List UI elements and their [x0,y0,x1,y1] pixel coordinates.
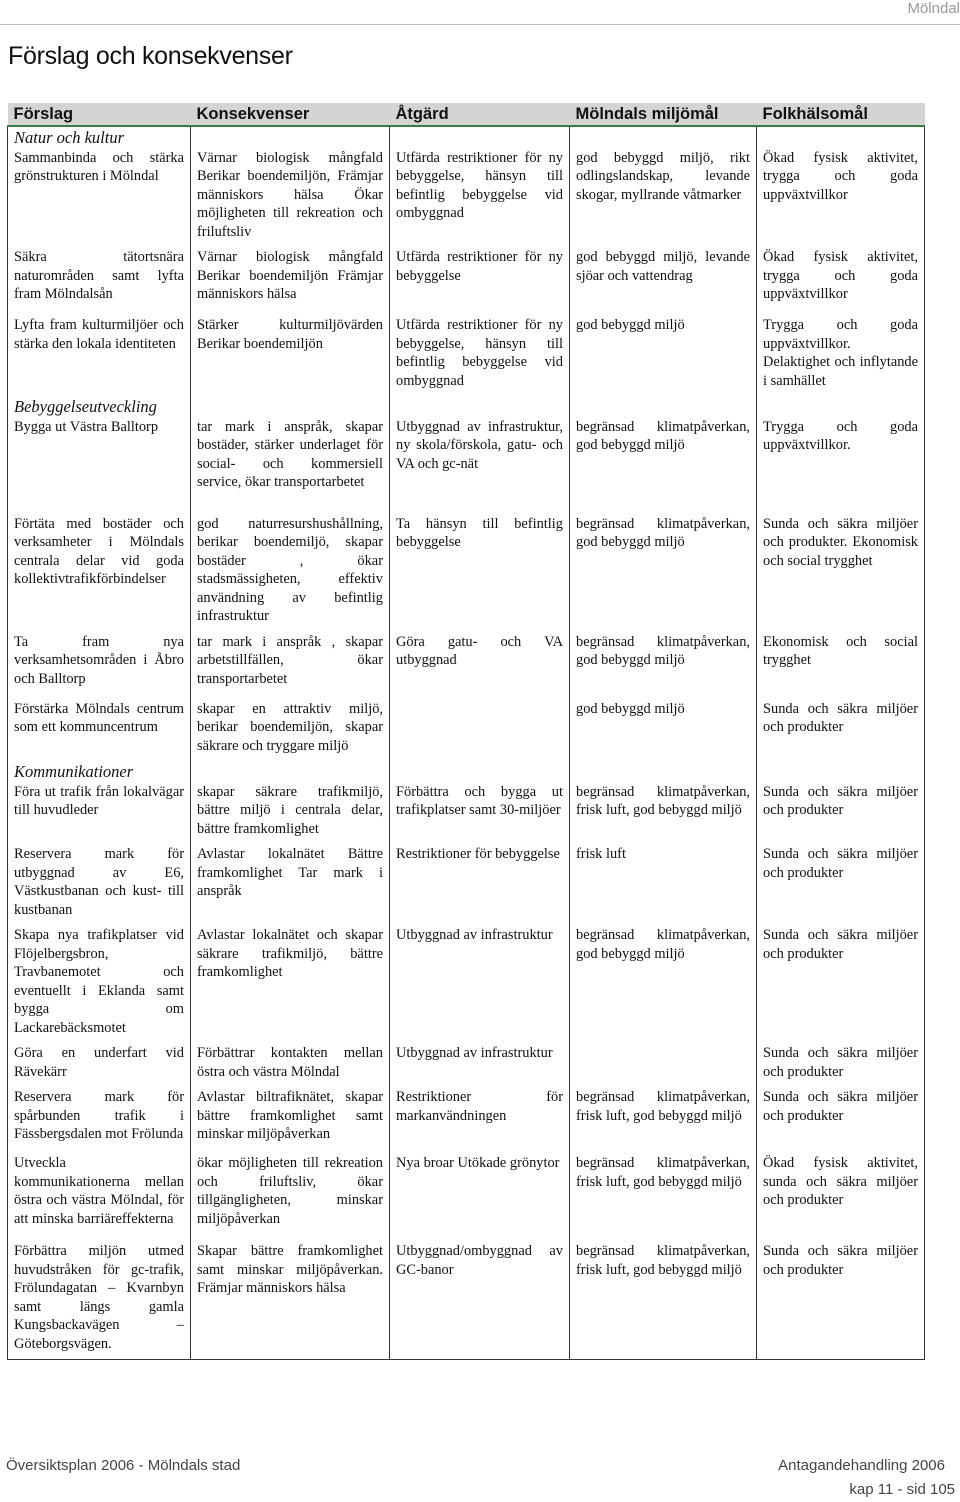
table-row [8,247,925,315]
table-row [8,1241,925,1360]
table-cell: Restriktioner för markanvändningen [390,1087,570,1153]
section-row [8,761,925,782]
table-cell: Sunda och säkra miljöer och produkter [757,1043,925,1087]
table-cell: Trygga och goda uppväxtvillkor. [757,417,925,514]
table-cell: Sunda och säkra miljöer och produkter [757,1087,925,1153]
table-cell: Ta fram nya verksamhetsområden i Åbro och Balltorp [8,632,191,699]
table-row [8,1087,925,1153]
table-cell: Utbyggnad av infrastruktur, ny skola/förskola, gatu- och VA och gc-nät [390,417,570,514]
column-header: Åtgärd [390,103,570,126]
table-cell: skapar säkrare trafikmiljö, bättre miljö i centrala delar, bättre framkomlighet [191,782,390,845]
table-cell: ökar möjligheten till rekreation och friluftsliv, ökar tillgängligheten, minskar miljöpåverkan [191,1153,390,1241]
section-spacer [570,396,757,417]
table-cell: Förbättra och bygga ut trafikplatser samt 30-miljöer [390,782,570,845]
page-title: Förslag och konsekvenser [8,42,293,70]
table-cell: begränsad klimatpåverkan, frisk luft, god bebyggd miljö [570,1241,757,1360]
table-cell: frisk luft [570,844,757,925]
section-title: Kommunikationer [8,761,191,782]
table-cell: Värnar biologisk mångfald Berikar boendemiljön Främjar människors hälsa [191,247,390,315]
table-cell: Ökad fysisk aktivitet, sunda och säkra miljöer och produkter [757,1153,925,1241]
table-cell: Ekonomisk och social trygghet [757,632,925,699]
section-spacer [191,761,390,782]
table-cell: begränsad klimatpåverkan, frisk luft, god bebyggd miljö [570,1087,757,1153]
table-cell: Förbättra miljön utmed huvudstråken för gc-trafik, Frölundagatan – Kvarnbyn samt längs gamla Kungsbackavägen – Göteborgsvägen. [8,1241,191,1360]
footer-right: Antagandehandling 2006 [778,1457,945,1474]
table-row [8,514,925,632]
table-cell: god bebyggd miljö, rikt odlingslandskap, levande skogar, myllrande våtmarker [570,148,757,248]
table-row [8,1043,925,1087]
table-cell: Sunda och säkra miljöer och produkter. Ekonomisk och social trygghet [757,514,925,632]
table-cell: Utbyggnad av infrastruktur [390,1043,570,1087]
table-cell: Föra ut trafik från lokalvägar till huvudleder [8,782,191,845]
table-cell: begränsad klimatpåverkan, god bebyggd miljö [570,514,757,632]
table-cell: skapar en attraktiv miljö, berikar boendemiljön, skapar säkrare och tryggare miljö [191,699,390,762]
section-spacer [390,761,570,782]
table-cell: begränsad klimatpåverkan, frisk luft, god bebyggd miljö [570,1153,757,1241]
proposal-table-wrap [7,103,924,1360]
table-cell: Reservera mark för spårbunden trafik i Fässbergsdalen mot Frölunda [8,1087,191,1153]
table-cell: Avlastar lokalnätet Bättre framkomlighet Tar mark i anspråk [191,844,390,925]
table-cell: Reservera mark för utbyggnad av E6, Västkustbanan och kust- till kustbanan [8,844,191,925]
table-cell: Sammanbinda och stärka grönstrukturen i Mölndal [8,148,191,248]
table-cell: Restriktioner för bebyggelse [390,844,570,925]
table-cell: Utfärda restriktioner för ny bebyggelse [390,247,570,315]
table-cell: Ökad fysisk aktivitet, trygga och goda uppväxtvillkor [757,148,925,248]
table-cell: tar mark i anspråk , skapar arbetstillfällen, ökar transportarbetet [191,632,390,699]
section-title: Natur och kultur [8,126,191,148]
page-number: kap 11 - sid 105 [849,1481,955,1498]
table-cell: Sunda och säkra miljöer och produkter [757,1241,925,1360]
table-cell: Avlastar lokalnätet och skapar säkrare trafikmiljö, bättre framkomlighet [191,925,390,1043]
table-row [8,782,925,845]
section-spacer [757,396,925,417]
section-spacer [757,126,925,148]
table-cell: Förtäta med bostäder och verksamheter i Mölndals centrala delar vid goda kollektivtrafikförbindelser [8,514,191,632]
column-header: Mölndals miljömål [570,103,757,126]
table-cell: Lyfta fram kulturmiljöer och stärka den lokala identiteten [8,315,191,396]
table-cell: Utbyggnad/ombyggnad av GC-banor [390,1241,570,1360]
footer-left: Översiktsplan 2006 - Mölndals stad [6,1457,241,1474]
table-cell: Nya broar Utökade grönytor [390,1153,570,1241]
table-cell: Skapar bättre framkomlighet samt minskar miljöpåverkan. Främjar människors hälsa [191,1241,390,1360]
table-cell: Stärker kulturmiljövärden Berikar boendemiljön [191,315,390,396]
table-cell: Skapa nya trafikplatser vid Flöjelbergsbron, Travbanemotet och eventuellt i Eklanda samt bygga om Lackarebäcksmotet [8,925,191,1043]
table-cell: Ta hänsyn till befintlig bebyggelse [390,514,570,632]
table-cell: Bygga ut Västra Balltorp [8,417,191,514]
table-cell: Utfärda restriktioner för ny bebyggelse, hänsyn till befintlig bebyggelse vid ombyggnad [390,315,570,396]
table-cell [390,699,570,762]
header-rule [0,24,960,25]
column-header: Konsekvenser [191,103,390,126]
section-row [8,396,925,417]
table-cell: god bebyggd miljö [570,699,757,762]
table-cell: begränsad klimatpåverkan, god bebyggd miljö [570,925,757,1043]
table-cell: Avlastar biltrafiknätet, skapar bättre framkomlighet samt minskar miljöpåverkan [191,1087,390,1153]
table-row [8,699,925,762]
table-row [8,417,925,514]
table-row [8,1153,925,1241]
section-spacer [757,761,925,782]
table-cell: god bebyggd miljö, levande sjöar och vattendrag [570,247,757,315]
table-cell: Sunda och säkra miljöer och produkter [757,925,925,1043]
table-cell: begränsad klimatpåverkan, god bebyggd miljö [570,417,757,514]
table-cell: Utveckla kommunikationerna mellan östra och västra Mölndal, för att minska barriäreffekterna [8,1153,191,1241]
table-cell: begränsad klimatpåverkan, god bebyggd miljö [570,632,757,699]
section-spacer [191,396,390,417]
table-cell: begränsad klimatpåverkan, frisk luft, god bebyggd miljö [570,782,757,845]
section-spacer [191,126,390,148]
section-spacer [570,126,757,148]
table-cell: Sunda och säkra miljöer och produkter [757,699,925,762]
table-cell: Sunda och säkra miljöer och produkter [757,782,925,845]
proposal-table [7,103,925,1360]
table-cell [570,1043,757,1087]
table-cell: Utbyggnad av infrastruktur [390,925,570,1043]
table-cell: Värnar biologisk mångfald Berikar boendemiljön, Främjar människors hälsa Ökar möjligheten till rekreation och friluftsliv [191,148,390,248]
section-title: Bebyggelseutveckling [8,396,191,417]
table-cell: Ökad fysisk aktivitet, trygga och goda uppväxtvillkor [757,247,925,315]
column-header: Förslag [8,103,191,126]
table-row [8,315,925,396]
table-cell: Sunda och säkra miljöer och produkter [757,844,925,925]
column-header: Folkhälsomål [757,103,925,126]
table-cell: Trygga och goda uppväxtvillkor. Delaktighet och inflytande i samhället [757,315,925,396]
section-spacer [570,761,757,782]
section-spacer [390,396,570,417]
table-cell: Säkra tätortsnära naturområden samt lyfta fram Mölndalsån [8,247,191,315]
table-row [8,632,925,699]
table-cell: Utfärda restriktioner för ny bebyggelse, hänsyn till befintlig bebyggelse vid ombyggnad [390,148,570,248]
table-cell: tar mark i anspråk, skapar bostäder, stärker underlaget för social- och kommersiell service, ökar transportarbetet [191,417,390,514]
section-spacer [390,126,570,148]
table-row [8,925,925,1043]
table-cell: god naturresurshushållning, berikar boendemiljö, skapar bostäder , ökar stadsmässigheten, effektiv användning av befintlig infrastruktur [191,514,390,632]
table-cell: Göra en underfart vid Rävekärr [8,1043,191,1087]
table-cell: god bebyggd miljö [570,315,757,396]
table-cell: Göra gatu- och VA utbyggnad [390,632,570,699]
table-row [8,844,925,925]
section-row [8,126,925,148]
table-cell: Förstärka Mölndals centrum som ett kommuncentrum [8,699,191,762]
table-body [8,126,925,1360]
table-row [8,148,925,248]
table-header-row [8,103,925,126]
header-brand: Mölndal [907,0,960,17]
table-cell: Förbättrar kontakten mellan östra och västra Mölndal [191,1043,390,1087]
